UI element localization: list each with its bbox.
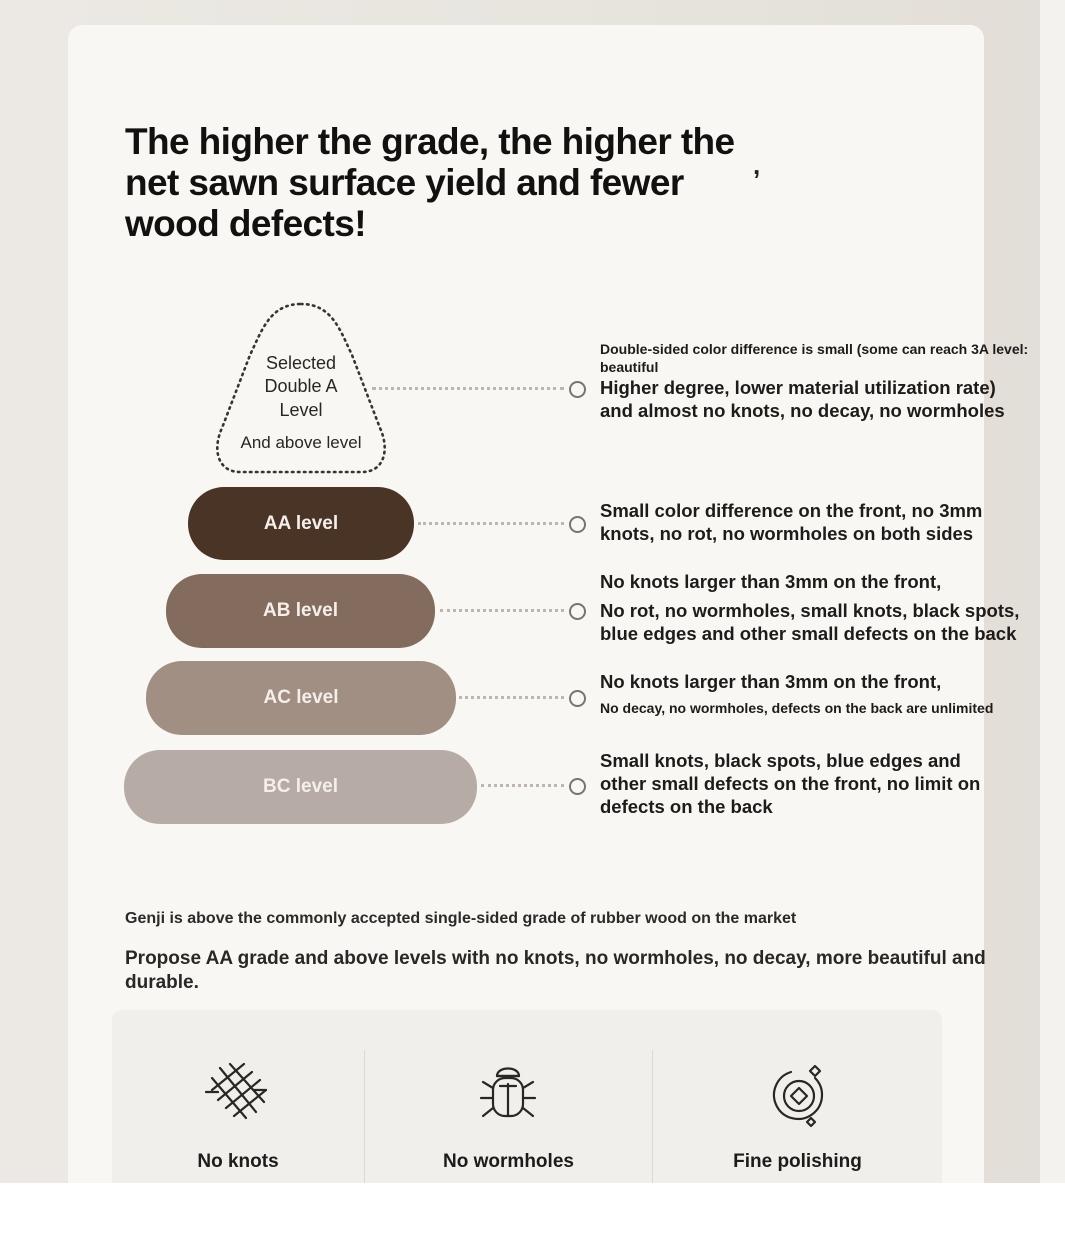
- connector-aa: [418, 522, 564, 525]
- headline: The higher the grade, the higher the net sawn surface yield and fewer wood defects!: [125, 121, 735, 244]
- description-aa: [600, 499, 1040, 545]
- note-small: Genji is above the commonly accepted single-sided grade of rubber wood on the market: [125, 910, 797, 927]
- polishing-icon: [765, 1060, 833, 1135]
- description-ac-small-1: No decay, no wormholes, defects on the back are unlimited: [600, 700, 994, 716]
- beetle-icon: [475, 1060, 541, 1131]
- description-ab-line-1: No knots larger than 3mm on the front,: [600, 571, 942, 592]
- connector-top: [372, 387, 564, 390]
- connector-ac: [459, 696, 564, 699]
- connector-bc: [481, 784, 564, 787]
- feature-no-wormholes-label: No wormholes: [443, 1151, 574, 1172]
- feature-no-knots: [112, 1010, 364, 1183]
- top-tier-line-2: Double A: [264, 376, 338, 396]
- description-top-line-1: Higher degree, lower material utilization rate): [600, 377, 996, 398]
- description-bc-line-1: Small knots, black spots, blue edges and: [600, 750, 961, 771]
- tier-ac: [146, 661, 456, 735]
- top-tier-line-1: Selected: [265, 353, 337, 373]
- description-top-small-2: beautiful: [600, 359, 659, 375]
- description-top-line-2: and almost no knots, no decay, no wormholes: [600, 400, 1005, 421]
- description-ac-line-1: No knots larger than 3mm on the front,: [600, 671, 942, 692]
- feature-fine-polishing: [653, 1010, 942, 1183]
- description-ab-line-3: blue edges and other small defects on the back: [600, 623, 1017, 644]
- description-bc: [600, 749, 1040, 818]
- tier-bc-label: BC level: [263, 776, 338, 797]
- top-tier-line-4: And above level: [240, 433, 362, 452]
- description-ab: [600, 570, 1040, 645]
- node-top: [569, 381, 586, 398]
- description-ac: [600, 670, 1040, 717]
- node-aa: [569, 516, 586, 533]
- description-bc-line-3: defects on the back: [600, 796, 773, 817]
- connector-ab: [440, 609, 564, 612]
- stray-mark: ,: [753, 150, 761, 180]
- tier-bc: [124, 750, 477, 824]
- tier-ab: [166, 574, 435, 648]
- tier-aa: [188, 487, 414, 560]
- feature-no-knots-label: No knots: [197, 1151, 279, 1172]
- node-bc: [569, 778, 586, 795]
- node-ab: [569, 603, 586, 620]
- top-tier-selected-double-a: [212, 300, 390, 480]
- features-panel: [112, 1010, 942, 1183]
- description-top-small-1: Double-sided color difference is small (some can reach 3A level:: [600, 341, 1029, 357]
- feature-no-wormholes: [365, 1010, 652, 1183]
- description-bc-line-2: other small defects on the front, no limit on: [600, 773, 981, 794]
- description-aa-line-2: knots, no rot, no wormholes on both sides: [600, 523, 974, 544]
- description-ab-line-2: No rot, no wormholes, small knots, black spots,: [600, 600, 1020, 621]
- knots-icon: [200, 1060, 272, 1125]
- description-aa-line-1: Small color difference on the front, no 3mm: [600, 500, 983, 521]
- tier-ab-label: AB level: [263, 600, 338, 621]
- description-top: [600, 340, 1040, 422]
- tier-ac-label: AC level: [263, 687, 339, 708]
- top-tier-line-3: Level: [279, 400, 323, 420]
- feature-fine-polishing-label: Fine polishing: [733, 1151, 862, 1172]
- right-edge-strip: [1040, 0, 1065, 1183]
- tier-aa-label: AA level: [263, 512, 339, 534]
- node-ac: [569, 690, 586, 707]
- note-big: Propose AA grade and above levels with no knots, no wormholes, no decay, more beautiful and durable.: [125, 948, 986, 993]
